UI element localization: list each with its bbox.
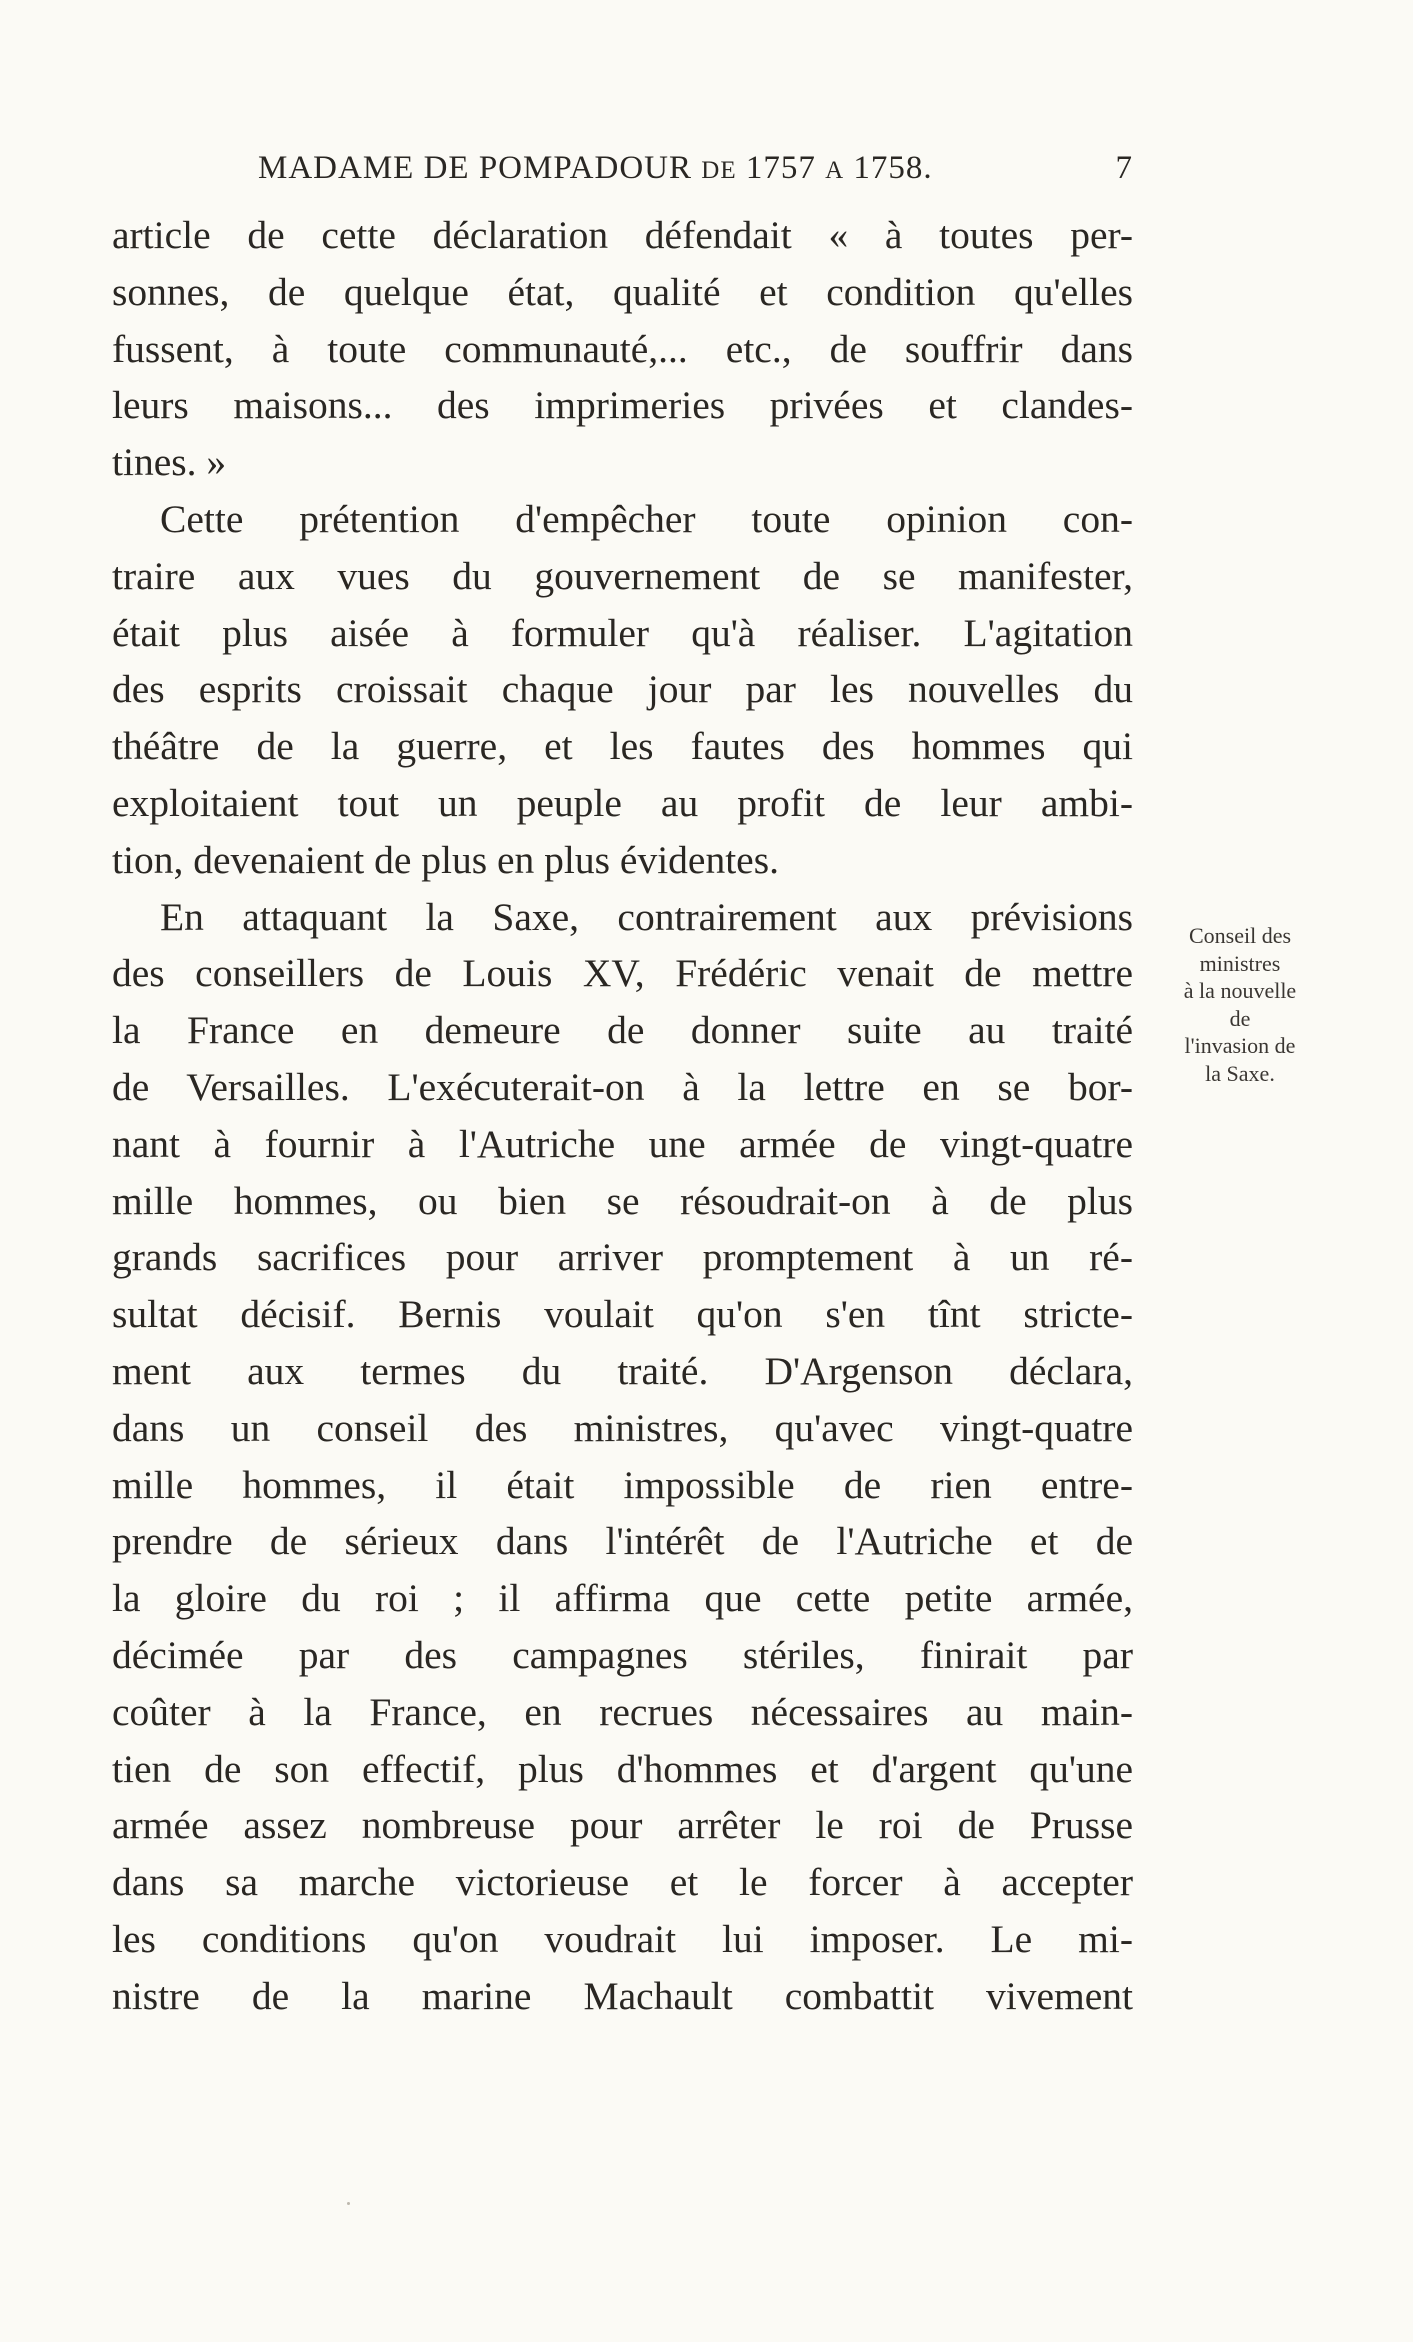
text-line: fussent, à toute communauté,... etc., de souffrir dans [112,326,1133,371]
text-line: était plus aisée à formuler qu'à réaliser. L'agitation [112,610,1133,655]
text-line: grands sacrifices pour arriver promptement à un ré- [112,1235,1133,1280]
paper-speck [347,2202,350,2205]
text-line: mille hommes, ou bien se résoudrait-on à de plus [112,1178,1133,1223]
body-text [112,207,1133,2025]
margin-note-line: l'invasion de [1184,1033,1296,1058]
text-line: la gloire du roi ; il affirma que cette petite armée, [112,1576,1133,1621]
running-title-year-end: 1758. [853,150,933,186]
margin-note-line: la Saxe. [1205,1060,1275,1086]
running-header [258,150,1133,200]
text-line: prendre de sérieux dans l'intérêt de l'Autriche et de [112,1519,1133,1564]
margin-note-line: Conseil des [1188,923,1292,948]
text-line: sonnes, de quelque état, qualité et condition qu'elles [112,269,1133,314]
text-line: des conseillers de Louis XV, Frédéric venait de mettre [112,951,1133,996]
running-title-de: DE [701,157,737,184]
text-line: nant à fournir à l'Autriche une armée de vingt-quatre [112,1121,1133,1166]
running-title [258,150,933,187]
text-line: coûter à la France, en recrues nécessaires au main- [112,1689,1133,1734]
text-line: article de cette déclaration défendait « à toutes per- [112,213,1133,257]
text-line: des esprits croissait chaque jour par les nouvelles du [112,667,1133,712]
text-line: mille hommes, il était impossible de rien entre- [112,1462,1133,1507]
text-line: nistre de la marine Machault combattit vivement [112,1973,1133,2018]
running-title-year-start: 1757 [745,150,816,186]
text-line: dans sa marche victorieuse et le forcer à accepter [112,1860,1133,1905]
text-line: tines. » [112,440,227,485]
text-line: tien de son effectif, plus d'hommes et d'argent qu'une [112,1746,1133,1791]
margin-note-line: ministres [1199,950,1281,976]
text-line: En attaquant la Saxe, contrairement aux prévisions [160,894,1133,939]
text-line: traire aux vues du gouvernement de se manifester, [112,553,1133,598]
text-line: ment aux termes du traité. D'Argenson déclara, [112,1348,1133,1393]
margin-note-line: à la nouvelle [1183,978,1297,1003]
text-line: tion, devenaient de plus en plus évidentes. [112,837,779,882]
margin-note-line: de [1229,1005,1251,1031]
text-line: leurs maisons... des imprimeries privées et clandes- [112,383,1133,428]
text-line: armée assez nombreuse pour arrêter le roi de Prusse [112,1803,1133,1848]
text-line: Cette prétention d'empêcher toute opinion con- [160,496,1133,541]
running-title-main: MADAME DE POMPADOUR [258,150,693,186]
text-line: de Versailles. L'exécuterait-on à la lettre en se bor- [112,1064,1133,1109]
margin-note [1150,922,1330,1087]
text-line: décimée par des campagnes stériles, finirait par [112,1632,1133,1677]
text-line: sultat décisif. Bernis voulait qu'on s'en tînt stricte- [112,1292,1133,1337]
text-line: exploitaient tout un peuple au profit de leur ambi- [112,780,1133,825]
text-line: la France en demeure de donner suite au traité [112,1008,1133,1053]
page-number: 7 [1115,150,1133,186]
text-line: dans un conseil des ministres, qu'avec vingt-quatre [112,1405,1133,1450]
text-line: les conditions qu'on voudrait lui imposer. Le mi- [112,1916,1133,1961]
running-title-a: A [825,157,845,184]
text-line: théâtre de la guerre, et les fautes des hommes qui [112,724,1133,769]
